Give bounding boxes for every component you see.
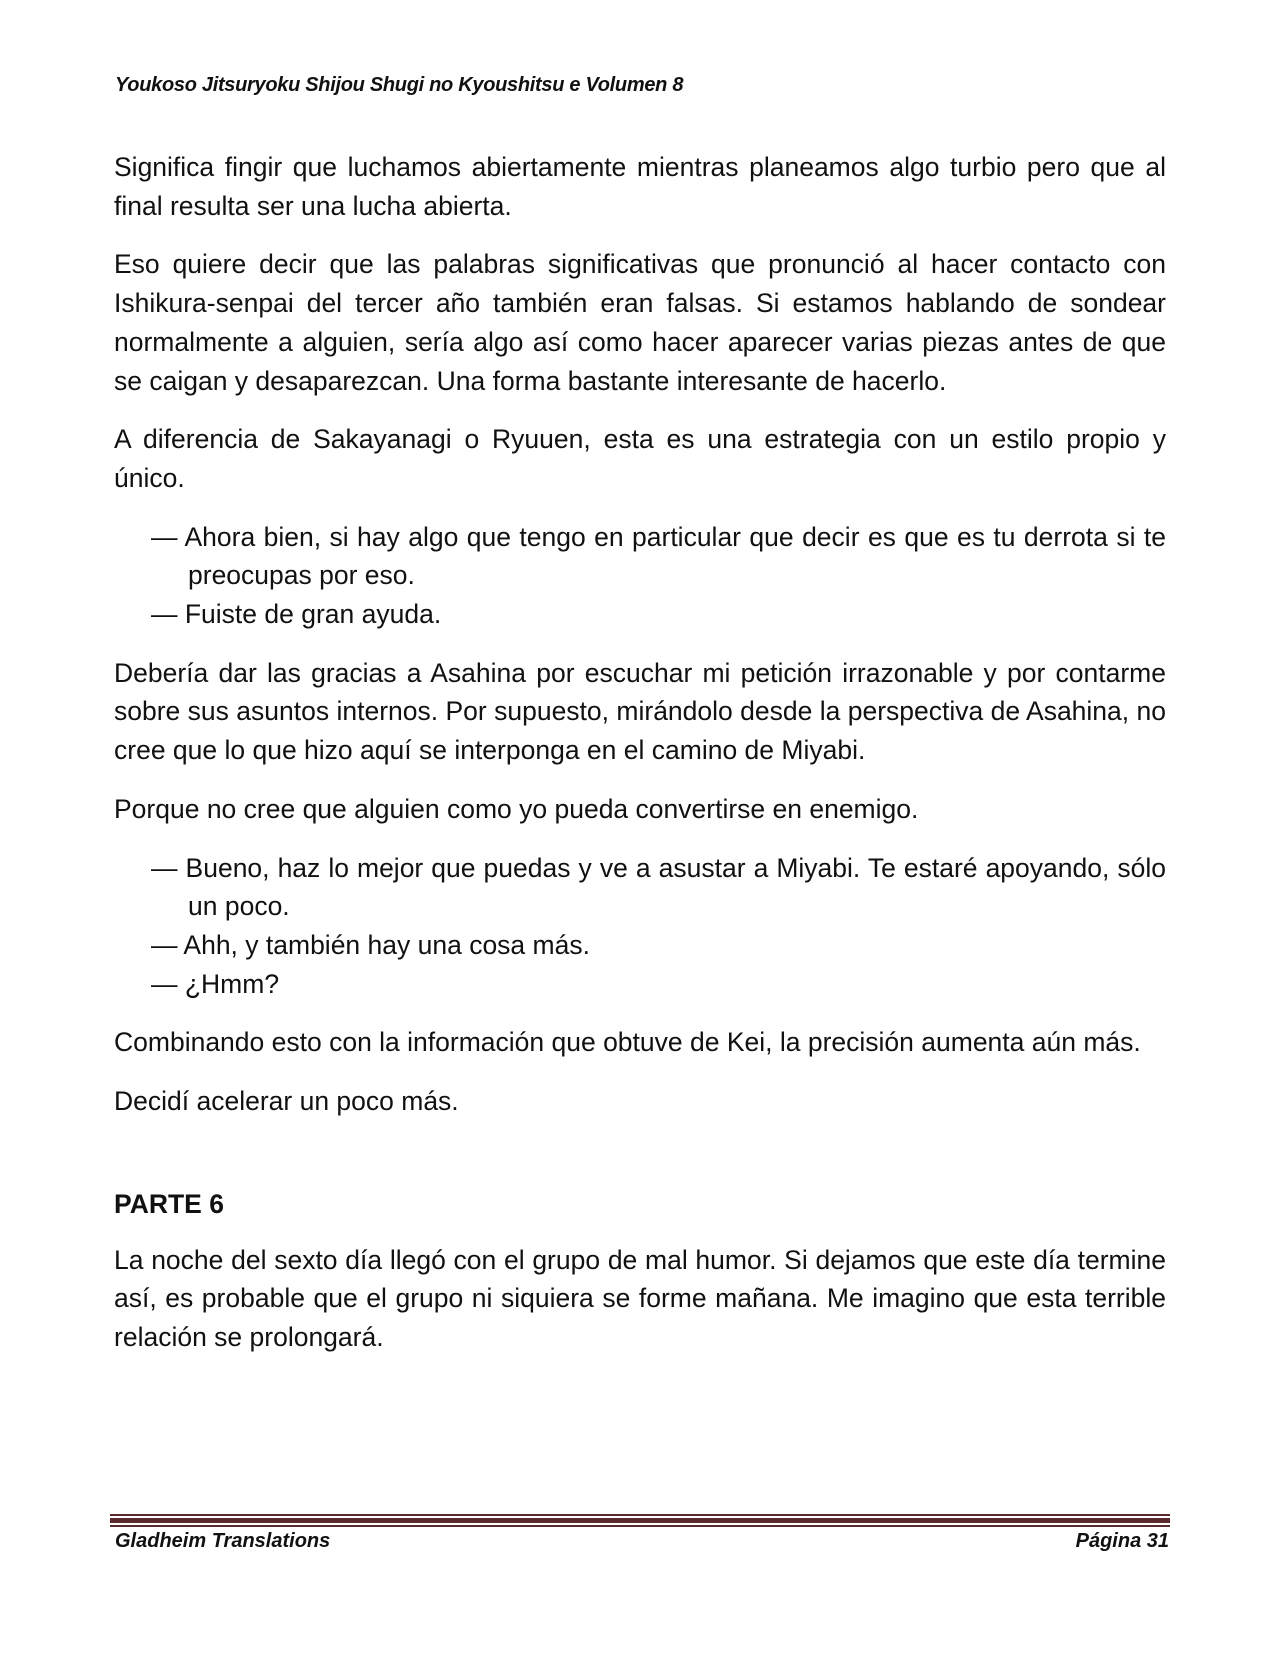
- paragraph: Eso quiere decir que las palabras significativas que pronunció al hacer contacto con Ishikura-senpai del tercer año también eran falsas. Si estamos hablando de sondear normalmente a alguien, sería algo así como hacer aparecer varias piezas antes de que se caigan y desaparezcan. Una forma bastante interesante de hacerlo.: [114, 249, 1166, 396]
- running-footer: [115, 1530, 1169, 1553]
- paragraph: Combinando esto con la información que obtuve de Kei, la precisión aumenta aún más.: [114, 1027, 1141, 1058]
- page-body: [114, 148, 1166, 1377]
- dialogue-line: — Fuiste de gran ayuda.: [151, 599, 442, 630]
- paragraph: Significa fingir que luchamos abiertamente mientras planeamos algo turbio pero que al final resulta ser una lucha abierta.: [114, 152, 1166, 221]
- section-heading: PARTE 6: [114, 1188, 224, 1219]
- paragraph: La noche del sexto día llegó con el grupo de mal humor. Si dejamos que este día termine así, es probable que el grupo ni siquiera se forme mañana. Me imagino que esta terrible relación se prolongará.: [114, 1244, 1166, 1353]
- dialogue-block: [114, 518, 1166, 634]
- footer-publisher: Gladheim Translations: [115, 1530, 331, 1552]
- footer-rule: [110, 1514, 1170, 1527]
- dialogue-line: — Bueno, haz lo mejor que puedas y ve a asustar a Miyabi. Te estaré apoyando, sólo un poco.: [151, 852, 1166, 922]
- page-number: Página 31: [1075, 1530, 1169, 1552]
- paragraph: Decidí acelerar un poco más.: [114, 1086, 459, 1117]
- dialogue-line: — ¿Hmm?: [151, 968, 280, 999]
- dialogue-block: [114, 849, 1166, 1004]
- dialogue-line: — Ahora bien, si hay algo que tengo en particular que decir es que es tu derrota si te preocupas por eso.: [151, 521, 1166, 591]
- running-header: Youkoso Jitsuryoku Shijou Shugi no Kyoushitsu e Volumen 8: [115, 74, 684, 96]
- dialogue-line: — Ahh, y también hay una cosa más.: [151, 929, 590, 960]
- paragraph: A diferencia de Sakayanagi o Ryuuen, esta es una estrategia con un estilo propio y único.: [114, 424, 1166, 493]
- paragraph: Debería dar las gracias a Asahina por escuchar mi petición irrazonable y por contarme sobre sus asuntos internos. Por supuesto, mirándolo desde la perspectiva de Asahina, no cree que lo que hizo aquí se interponga en el camino de Miyabi.: [114, 657, 1166, 766]
- paragraph: Porque no cree que alguien como yo pueda convertirse en enemigo.: [114, 793, 919, 824]
